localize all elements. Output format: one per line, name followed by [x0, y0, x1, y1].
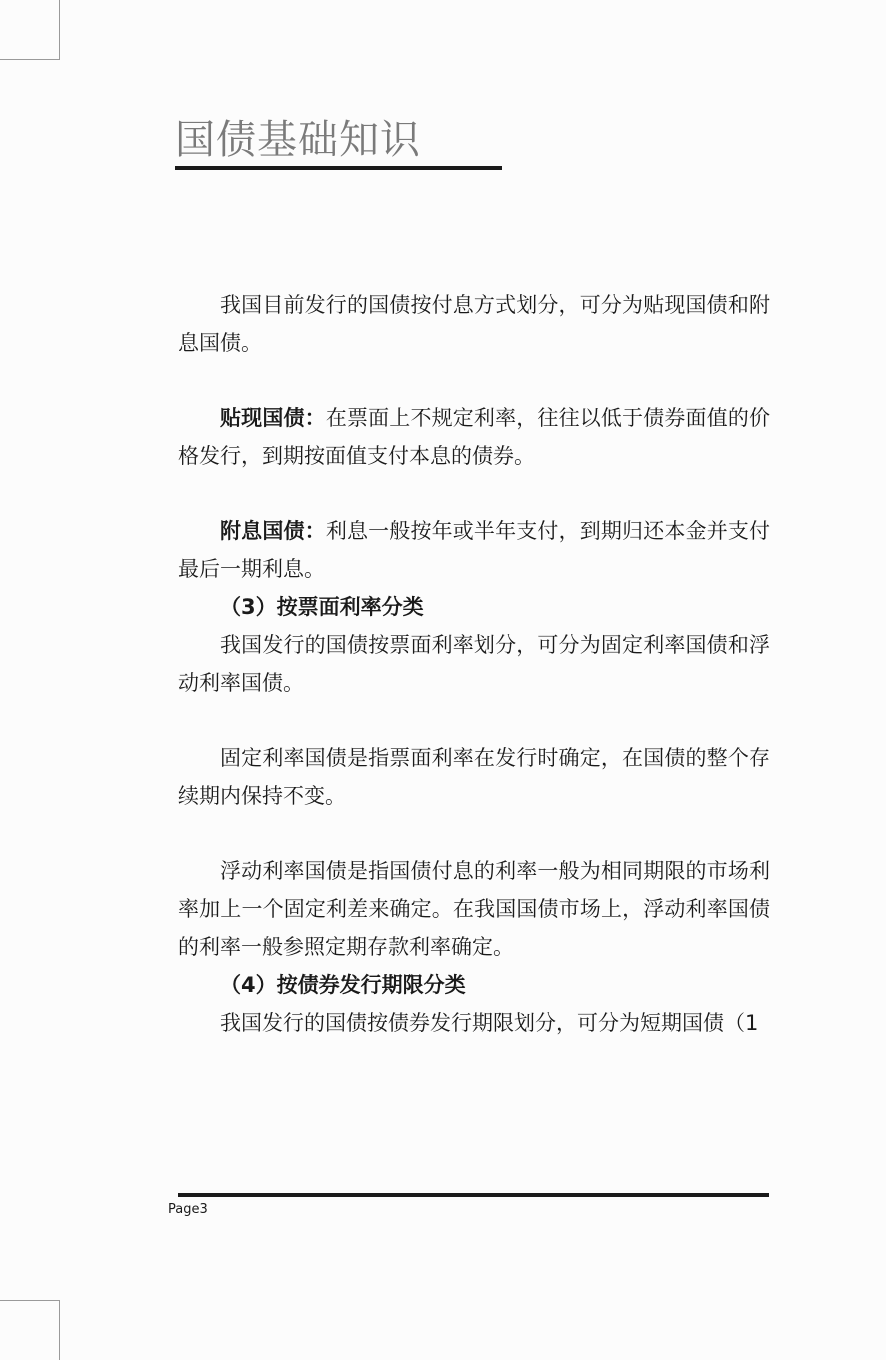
section-heading-coupon-rate: （3）按票面利率分类: [220, 595, 424, 619]
footer-rule: [178, 1193, 769, 1197]
section-heading-maturity: （4）按债券发行期限分类: [220, 973, 466, 997]
paragraph-payment-method: 我国目前发行的国债按付息方式划分，可分为贴现国债和附息国债。: [178, 293, 770, 355]
paragraph-maturity-classification: 我国发行的国债按债券发行期限划分，可分为短期国债（1: [220, 1011, 759, 1035]
definition-coupon-bond: 利息一般按年或半年支付，到期归还本金并支付最后一期利息。: [178, 519, 771, 581]
paragraph-floating-rate: 浮动利率国债是指国债付息的利率一般为相同期限的市场利率加上一个固定利差来确定。在我国国债市场上，浮动利率国债的利率一般参照定期存款利率确定。: [178, 859, 770, 959]
term-coupon-bond: 附息国债：: [220, 519, 326, 543]
page-number: Page3: [168, 1202, 208, 1217]
paragraph-coupon-rate-classification: 我国发行的国债按票面利率划分，可分为固定利率国债和浮动利率国债。: [178, 633, 770, 695]
crop-mark-bottom: [0, 1300, 60, 1360]
paragraph-coupon-bond: [178, 512, 770, 588]
paragraph-fixed-rate: 固定利率国债是指票面利率在发行时确定，在国债的整个存续期内保持不变。: [178, 746, 770, 808]
term-discount-bond: 贴现国债：: [220, 406, 326, 430]
crop-mark-top: [0, 0, 60, 60]
title-underline: [175, 166, 502, 170]
body-content: [178, 286, 770, 1042]
page-title: 国债基础知识: [175, 117, 421, 163]
paragraph-discount-bond: [178, 399, 770, 475]
definition-discount-bond: 在票面上不规定利率，往往以低于债券面值的价格发行，到期按面值支付本息的债券。: [178, 406, 771, 468]
